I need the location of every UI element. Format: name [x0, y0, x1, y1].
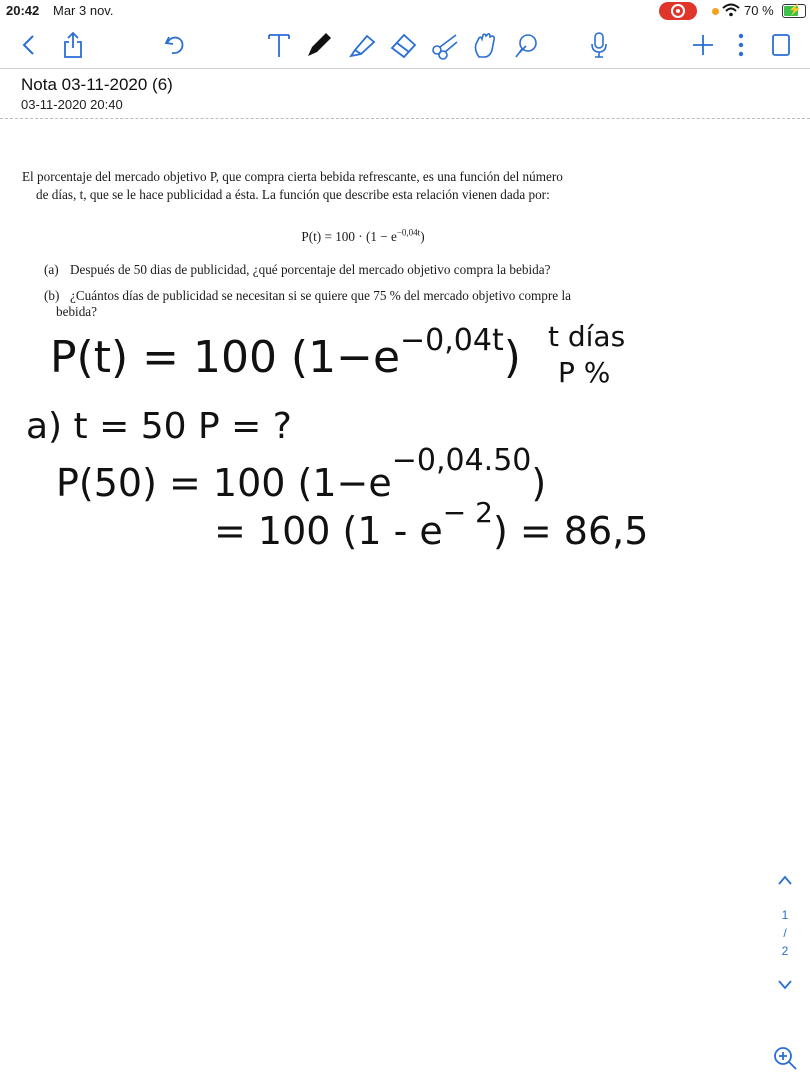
- hw-note-p: P %: [558, 356, 611, 389]
- problem-line-1: El porcentaje del mercado objetivo P, que compra cierta bebida refrescante, es una función del número: [22, 169, 563, 184]
- page-current: 1: [781, 908, 789, 922]
- page-up-icon[interactable]: [777, 874, 793, 886]
- page-navigator: [770, 870, 800, 1000]
- hw-part-a: a) t = 50 P = ?: [26, 406, 292, 447]
- question-a-label: (a): [44, 262, 59, 277]
- status-date: Mar 3 nov.: [53, 3, 114, 18]
- formula-close: ): [420, 229, 425, 245]
- question-b-label: (b): [44, 288, 60, 303]
- formula-base: P(t) = 100 · (1 − e: [301, 229, 397, 245]
- hw-note-t: t días: [548, 320, 626, 353]
- hw-result: = 100 $(1 - e^{- 2}) = 86,5$: [214, 496, 649, 553]
- note-title[interactable]: Nota 03-11-2020 (6): [21, 75, 173, 94]
- hw-substitution: P(50) = 100 $(1-e^{-0,04.50})$: [56, 443, 547, 505]
- zoom-in-icon[interactable]: [772, 1045, 798, 1071]
- page-total: 2: [781, 944, 789, 958]
- question-b-continuation: bebida?: [56, 304, 98, 319]
- question-a-text: Después de 50 dias de publicidad, ¿qué porcentaje del mercado objetivo compra la bebida?: [70, 262, 551, 277]
- battery-percentage: 70 %: [744, 3, 774, 18]
- status-time: 20:42: [6, 3, 40, 18]
- problem-line-2: de días, t, que se le hace publicidad a ésta. La función que describe esta relación vienen dada por:: [36, 187, 550, 202]
- page-down-icon[interactable]: [777, 978, 793, 990]
- formula-exponent: −0,04t: [396, 228, 421, 238]
- note-date: 03-11-2020 20:40: [21, 97, 123, 112]
- battery-icon: ⚡: [782, 4, 806, 18]
- hw-function: P(t) = 100 $(1-e^{-0,04t})$: [50, 323, 521, 383]
- question-b-text: ¿Cuántos días de publicidad se necesitan si se quiere que 75 % del mercado objetivo compre la: [70, 288, 571, 303]
- page-separator: /: [783, 926, 787, 940]
